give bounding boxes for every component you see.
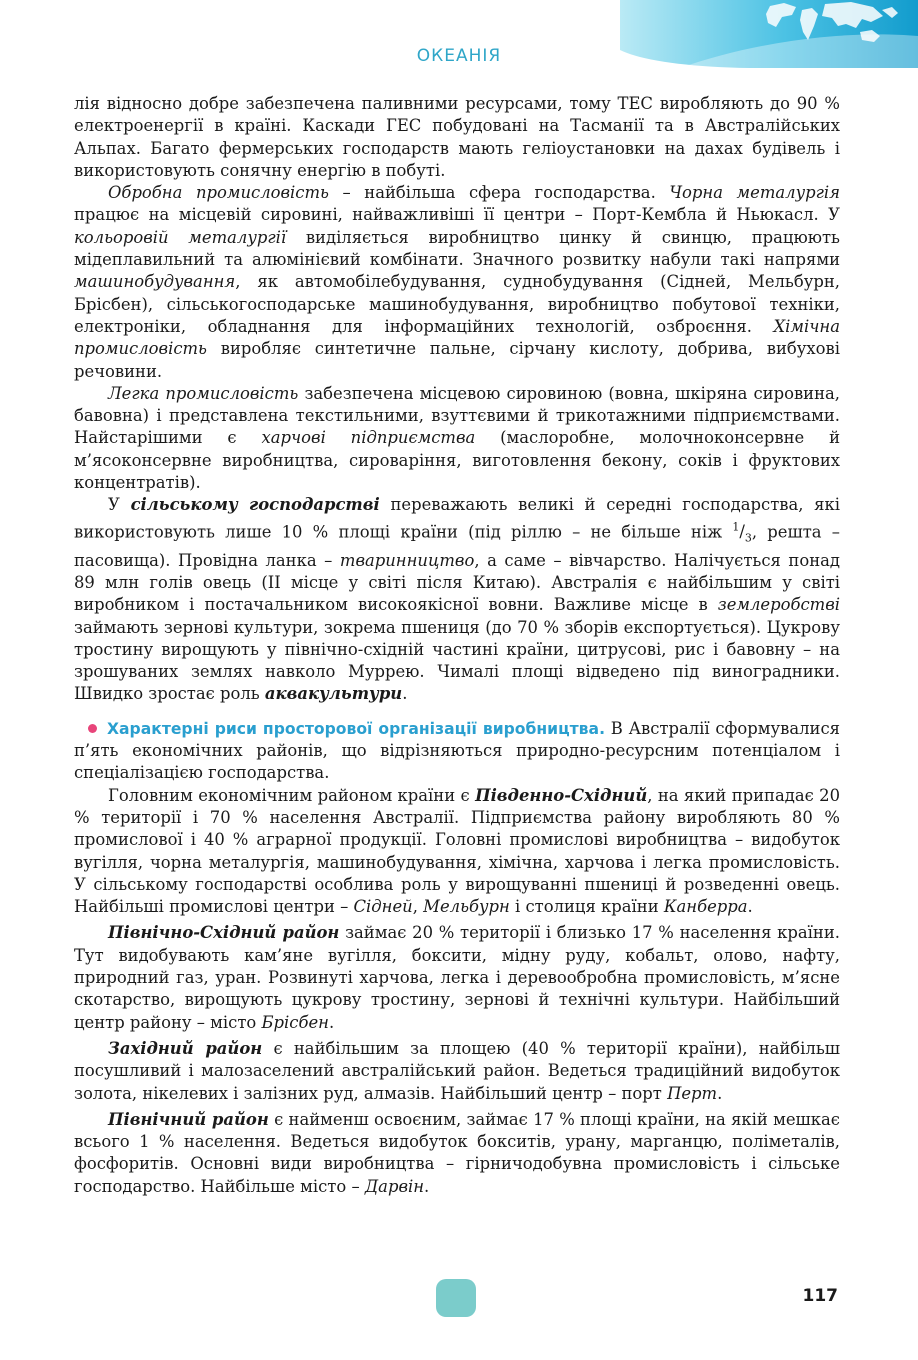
fraction-one-third: $^1/_3$ — [732, 520, 752, 545]
page-number: 117 — [802, 1286, 838, 1306]
section-heading: Характерні риси просторової організації виробництва. — [107, 719, 605, 738]
paragraph-southeast-region: Головним економічним районом країни є Південно-Східний, на який припадає 20 % території і 70 % населення Австралії. Підприємства району виробляють 80 % промислової і 40 % аграрної продукції. Головні промислові виробництва – видобуток вугілля, чорна металургія, машинобудування, хімічна, харчова і легка промисловість. У сільському господарстві особлива роль у вирощуванні пшениці й розведенні овець. Найбільші промислові центри – Сідней, Мельбурн і столиця країни Канберра. — [74, 785, 840, 917]
paragraph-light-industry: Легка промисловість забезпечена місцевою сировиною (вовна, шкіряна сировина, бавовна) і представлена текстильними, взуттєвими й трикотажними підприємствами. Найстарішими є харчові підприємства (маслоробне, молочноконсервне й м’ясоконсервне виробництва, сироваріння, виготовлення бекону, соків і фруктових концентратів). — [74, 383, 840, 493]
page-body — [74, 93, 840, 1198]
paragraph-agriculture: У сільському господарстві переважають великі й середні господарства, які використовують лише 10 % площі країни (під ріллю – не більше ніж $^1/_3$, решта – пасовища). Провідна ланка – тваринництво, а саме – вівчарство. Налічується понад 89 млн голів овець (II місце у світі після Китаю). Австралія є найбільшим у світі виробником і постачальником високоякісної вовни. Важливе місце в землеробстві займають зернові культури, зокрема пшениця (до 70 % зборів експортується). Цукрову тростину вирощують у північно-східній частині країни, цитрусові, рис і бавовну – на зрошуваних землях навколо Муррею. Чималі площі відведено під виноградники. Швидко зростає роль аквакультури. — [74, 495, 841, 704]
paragraph-manufacturing: Обробна промисловість – найбільша сфера господарства. Чорна металургія працює на місцевій сировині, найважливіші її центри – Порт-Кембла й Ньюкасл. У кольоровій металургії виділяється виробництво цинку й свинцю, працюють мідеплавильний та алюмінієвий комбінати. Значного розвитку набули такі напрями машинобудування, як автомобілебудування, суднобудування (Сідней, Мельбурн, Брісбен), сільськогосподарське машинобудування, виробництво побутової техніки, електроніки, обладнання для інформаційних технологій, озброєння. Хімічна промисловість виробляє синтетичне пальне, сірчану кислоту, добрива, вибухові речовини. — [74, 183, 840, 381]
paragraph-western-region: Західний район є найбільшим за площею (40 % території країни), найбільш посушливий і малозаселений австралійський район. Ведеться традиційний видобуток золота, нікелевих і залізних руд, алмазів. Найбільший центр – порт Перт. — [74, 1038, 840, 1103]
paragraph-energy: лія відносно добре забезпечена паливними ресурсами, тому ТЕС виробляють до 90 % електроенергії в країні. Каскади ГЕС побудовані на Тасманії та в Австралійських Альпах. Багато фермерських господарств мають геліоустановки на дахах будівель і використовують сонячну енергію в побуті. — [74, 94, 840, 180]
paragraph-northeast-region: Північно-Східний район займає 20 % території і близько 17 % населення країни. Тут видобувають кам’яне вугілля, боксити, мідну руду, кобальт, олово, нафту, природний газ, уран. Розвинуті харчова, легка і деревообробна промисловість, м’ясне скотарство, вирощують цукрову тростину, зернові й технічні культури. Найбільший центр району – місто Брісбен. — [74, 923, 840, 1032]
running-title: ОКЕАНІЯ — [416, 46, 502, 66]
section-spatial-organization: Характерні риси просторової організації виробництва. В Австралії сформувалися п’ять економічних районів, що відрізняються природно-ресурсним потенціалом і спеціалізацією господарства. — [74, 718, 840, 783]
paragraph-northern-region: Північний район є найменш освоєним, займає 17 % площі країни, на якій мешкає всього 1 % населення. Ведеться видобуток бокситів, урану, марганцю, поліметалів, фосфоритів. Основні види виробництва – гірничодобувна промисловість і сільське господарство. Найбільше місто – Дарвін. — [74, 1109, 840, 1196]
page-tab-marker — [436, 1279, 476, 1317]
bullet-dot-icon — [88, 724, 97, 733]
